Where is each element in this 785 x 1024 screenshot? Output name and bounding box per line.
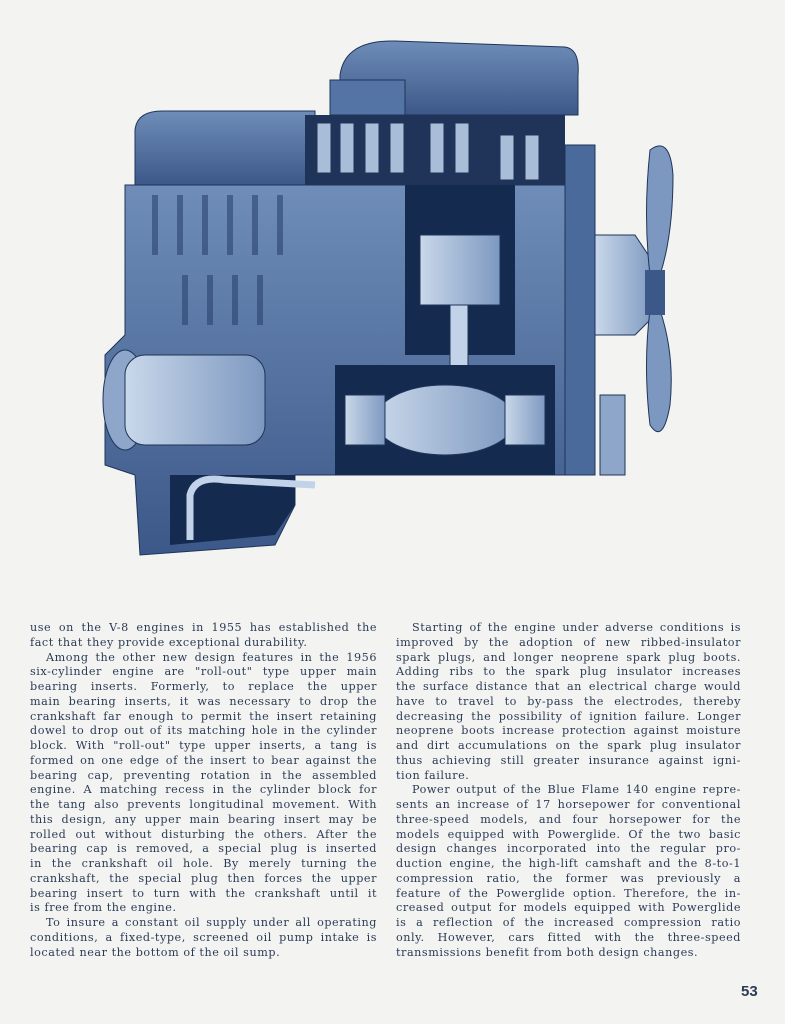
text-line: three-speed models, and four horsepower for the xyxy=(396,812,741,826)
text-line: Power output of the Blue Flame 140 engine repre- xyxy=(412,783,741,797)
text-line: Among the other new design features in the 1956 xyxy=(46,650,377,664)
text-line: rolled out without disturbing the others. After the xyxy=(30,827,377,841)
text-line: creased output for models equipped with Powerglide xyxy=(396,901,741,915)
text-line: main bearing inserts, it was necessary to drop the xyxy=(30,694,377,708)
text-line: To insure a constant oil supply under all operating xyxy=(46,916,377,929)
crankshaft xyxy=(375,385,515,455)
text-line: have to travel to by-pass the electrodes, thereby xyxy=(396,694,741,708)
text-line: formed on one edge of the insert to bear against the xyxy=(30,753,377,767)
text-line: is a reflection of the increased compression ratio xyxy=(396,916,741,929)
engine-cutaway-illustration xyxy=(95,35,680,570)
text-line: Adding ribs to the spark plug insulator increases xyxy=(396,665,741,679)
text-line: spark plugs, and longer neoprene spark plug boots. xyxy=(396,650,741,664)
right-text-column xyxy=(396,621,741,960)
text-line: models equipped with Powerglide. Of the two basic xyxy=(396,827,741,841)
text-line: bearing cap, preventing rotation in the assembled xyxy=(30,768,377,782)
paragraph xyxy=(396,783,741,960)
text-line: use on the V-8 engines in 1955 has established the xyxy=(30,621,377,634)
text-line: is free from the engine. xyxy=(30,901,177,915)
piston xyxy=(420,235,500,305)
text-line: block. With "roll-out" type upper inserts, a tang is xyxy=(30,739,377,752)
starter-motor xyxy=(103,350,265,450)
text-line: crankshaft far enough to permit the insert retaining xyxy=(30,709,377,723)
text-line: fact that they provide exceptional durability. xyxy=(30,635,308,649)
paragraph xyxy=(30,621,377,651)
text-line: this design, any upper main bearing insert may be xyxy=(30,812,377,826)
text-line: thus achieving still greater insurance against igni- xyxy=(396,753,741,767)
text-line: bearing insert to turn with the crankshaft until it xyxy=(30,886,377,900)
text-line: design changes incorporated into the regular pro- xyxy=(396,842,741,856)
page-number: 53 xyxy=(741,983,758,1000)
valve-cover xyxy=(135,111,315,185)
fan-icon xyxy=(645,146,673,432)
text-line: decreasing the possibility of ignition failure. Longer xyxy=(396,709,741,723)
paragraph xyxy=(396,621,741,783)
text-line: conditions, a fixed-type, screened oil pump intake is xyxy=(30,930,377,944)
text-line: crankshaft, the special plug then forces the upper xyxy=(30,871,377,885)
text-line: sents an increase of 17 horsepower for conventional xyxy=(396,798,741,811)
text-line: the tang also prevents longitudinal movement. With xyxy=(30,798,377,811)
left-text-column xyxy=(30,621,377,960)
text-line: Starting of the engine under adverse conditions is xyxy=(412,621,741,634)
text-line: the surface distance that an electrical charge would xyxy=(396,680,741,693)
text-line: engine. A matching recess in the cylinder block for xyxy=(30,783,377,797)
text-line: six-cylinder engine are "roll-out" type upper main xyxy=(30,665,377,679)
text-line: feature of the Powerglide option. Therefore, the in- xyxy=(396,886,741,900)
paragraph xyxy=(30,916,377,960)
text-line: tion failure. xyxy=(396,768,470,782)
text-line: bearing cap is removed, a special plug is inserted xyxy=(30,842,377,856)
text-line: bearing inserts. Formerly, to replace the upper xyxy=(30,680,377,693)
text-line: duction engine, the high-lift camshaft and the 8-to-1 xyxy=(396,857,741,870)
text-line: transmissions benefit from both design changes. xyxy=(396,945,699,959)
text-line: and dirt accumulations on the spark plug insulator xyxy=(396,739,741,752)
text-line: dowel to drop out of its matching hole in the cylinder xyxy=(30,724,377,738)
paragraph xyxy=(30,651,377,917)
text-line: located near the bottom of the oil sump. xyxy=(30,945,281,959)
text-line: compression ratio, the former was previously a xyxy=(396,871,741,885)
text-line: improved by the adoption of new ribbed-insulator xyxy=(396,635,741,649)
text-line: only. However, cars fitted with the three-speed xyxy=(396,930,741,944)
text-line: neoprene boots increase protection against moisture xyxy=(396,724,741,738)
text-line: in the crankshaft oil hole. By merely turning the xyxy=(30,857,377,870)
